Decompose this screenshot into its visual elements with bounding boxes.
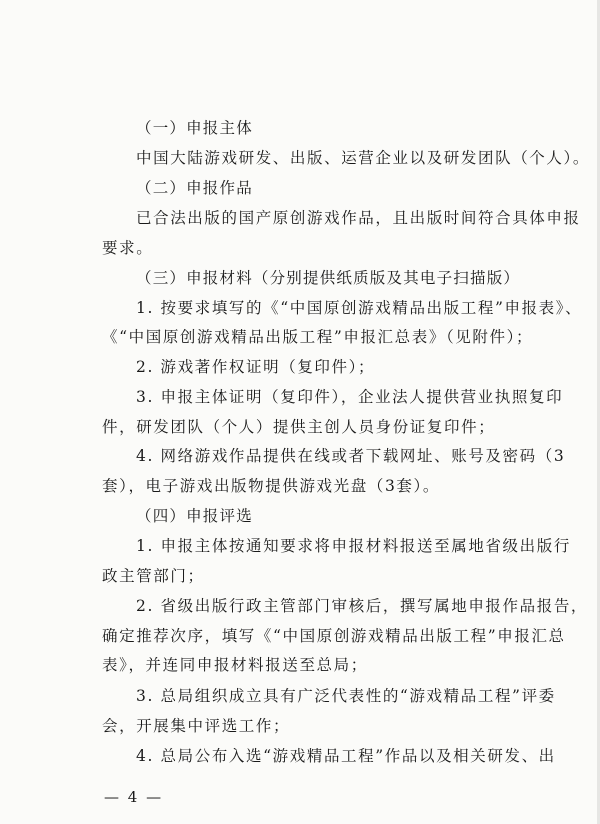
paragraph-line: 已合法出版的国产原创游戏作品，且出版时间符合具体申报 <box>136 209 581 227</box>
list-item-line: 4. 网络游戏作品提供在线或者下载网址、账号及密码（3 <box>136 447 566 465</box>
list-item-line: 件，研发团队（个人）提供主创人员身份证复印件； <box>102 418 496 436</box>
list-item-line: 4. 总局公布入选“游戏精品工程”作品以及相关研发、出 <box>136 747 556 765</box>
list-item-line: 2. 省级出版行政主管部门审核后，撰写属地申报作品报告， <box>136 597 589 615</box>
list-item-line: 3. 总局组织成立具有广泛代表性的“游戏精品工程”评委 <box>136 687 556 705</box>
list-item-line: 1. 申报主体按通知要求将申报材料报送至属地省级出版行 <box>136 537 571 555</box>
page-number: — 4 — <box>104 788 164 806</box>
list-item-line: 套），电子游戏出版物提供游戏光盘（3套）。 <box>102 477 440 495</box>
list-item-line: 政主管部门； <box>102 567 205 585</box>
paragraph-line: 中国大陆游戏研发、出版、运营企业以及研发团队（个人）。 <box>136 149 590 167</box>
list-item-line: 会，开展集中评选工作； <box>102 717 291 735</box>
section-heading-1: （一）申报主体 <box>136 119 253 137</box>
list-item-line: 3. 申报主体证明（复印件），企业法人提供营业执照复印 <box>136 388 564 406</box>
section-heading-2: （二）申报作品 <box>136 179 253 197</box>
paragraph-line: 要求。 <box>102 239 154 257</box>
section-heading-3: （三）申报材料（分别提供纸质版及其电子扫描版） <box>136 269 521 287</box>
list-item-line: 1. 按要求填写的《“中国原创游戏精品出版工程”申报表》、 <box>136 299 583 317</box>
section-heading-4: （四）申报评选 <box>136 507 253 525</box>
list-item-line: 确定推荐次序，填写《“中国原创游戏精品出版工程”申报汇总 <box>102 627 566 645</box>
list-item-line: 表》，并连同申报材料报送至总局； <box>102 656 368 674</box>
list-item-line: 《“中国原创游戏精品出版工程”申报汇总表》（见附件）； <box>102 328 534 346</box>
list-item-line: 2. 游戏著作权证明（复印件）； <box>136 358 376 376</box>
